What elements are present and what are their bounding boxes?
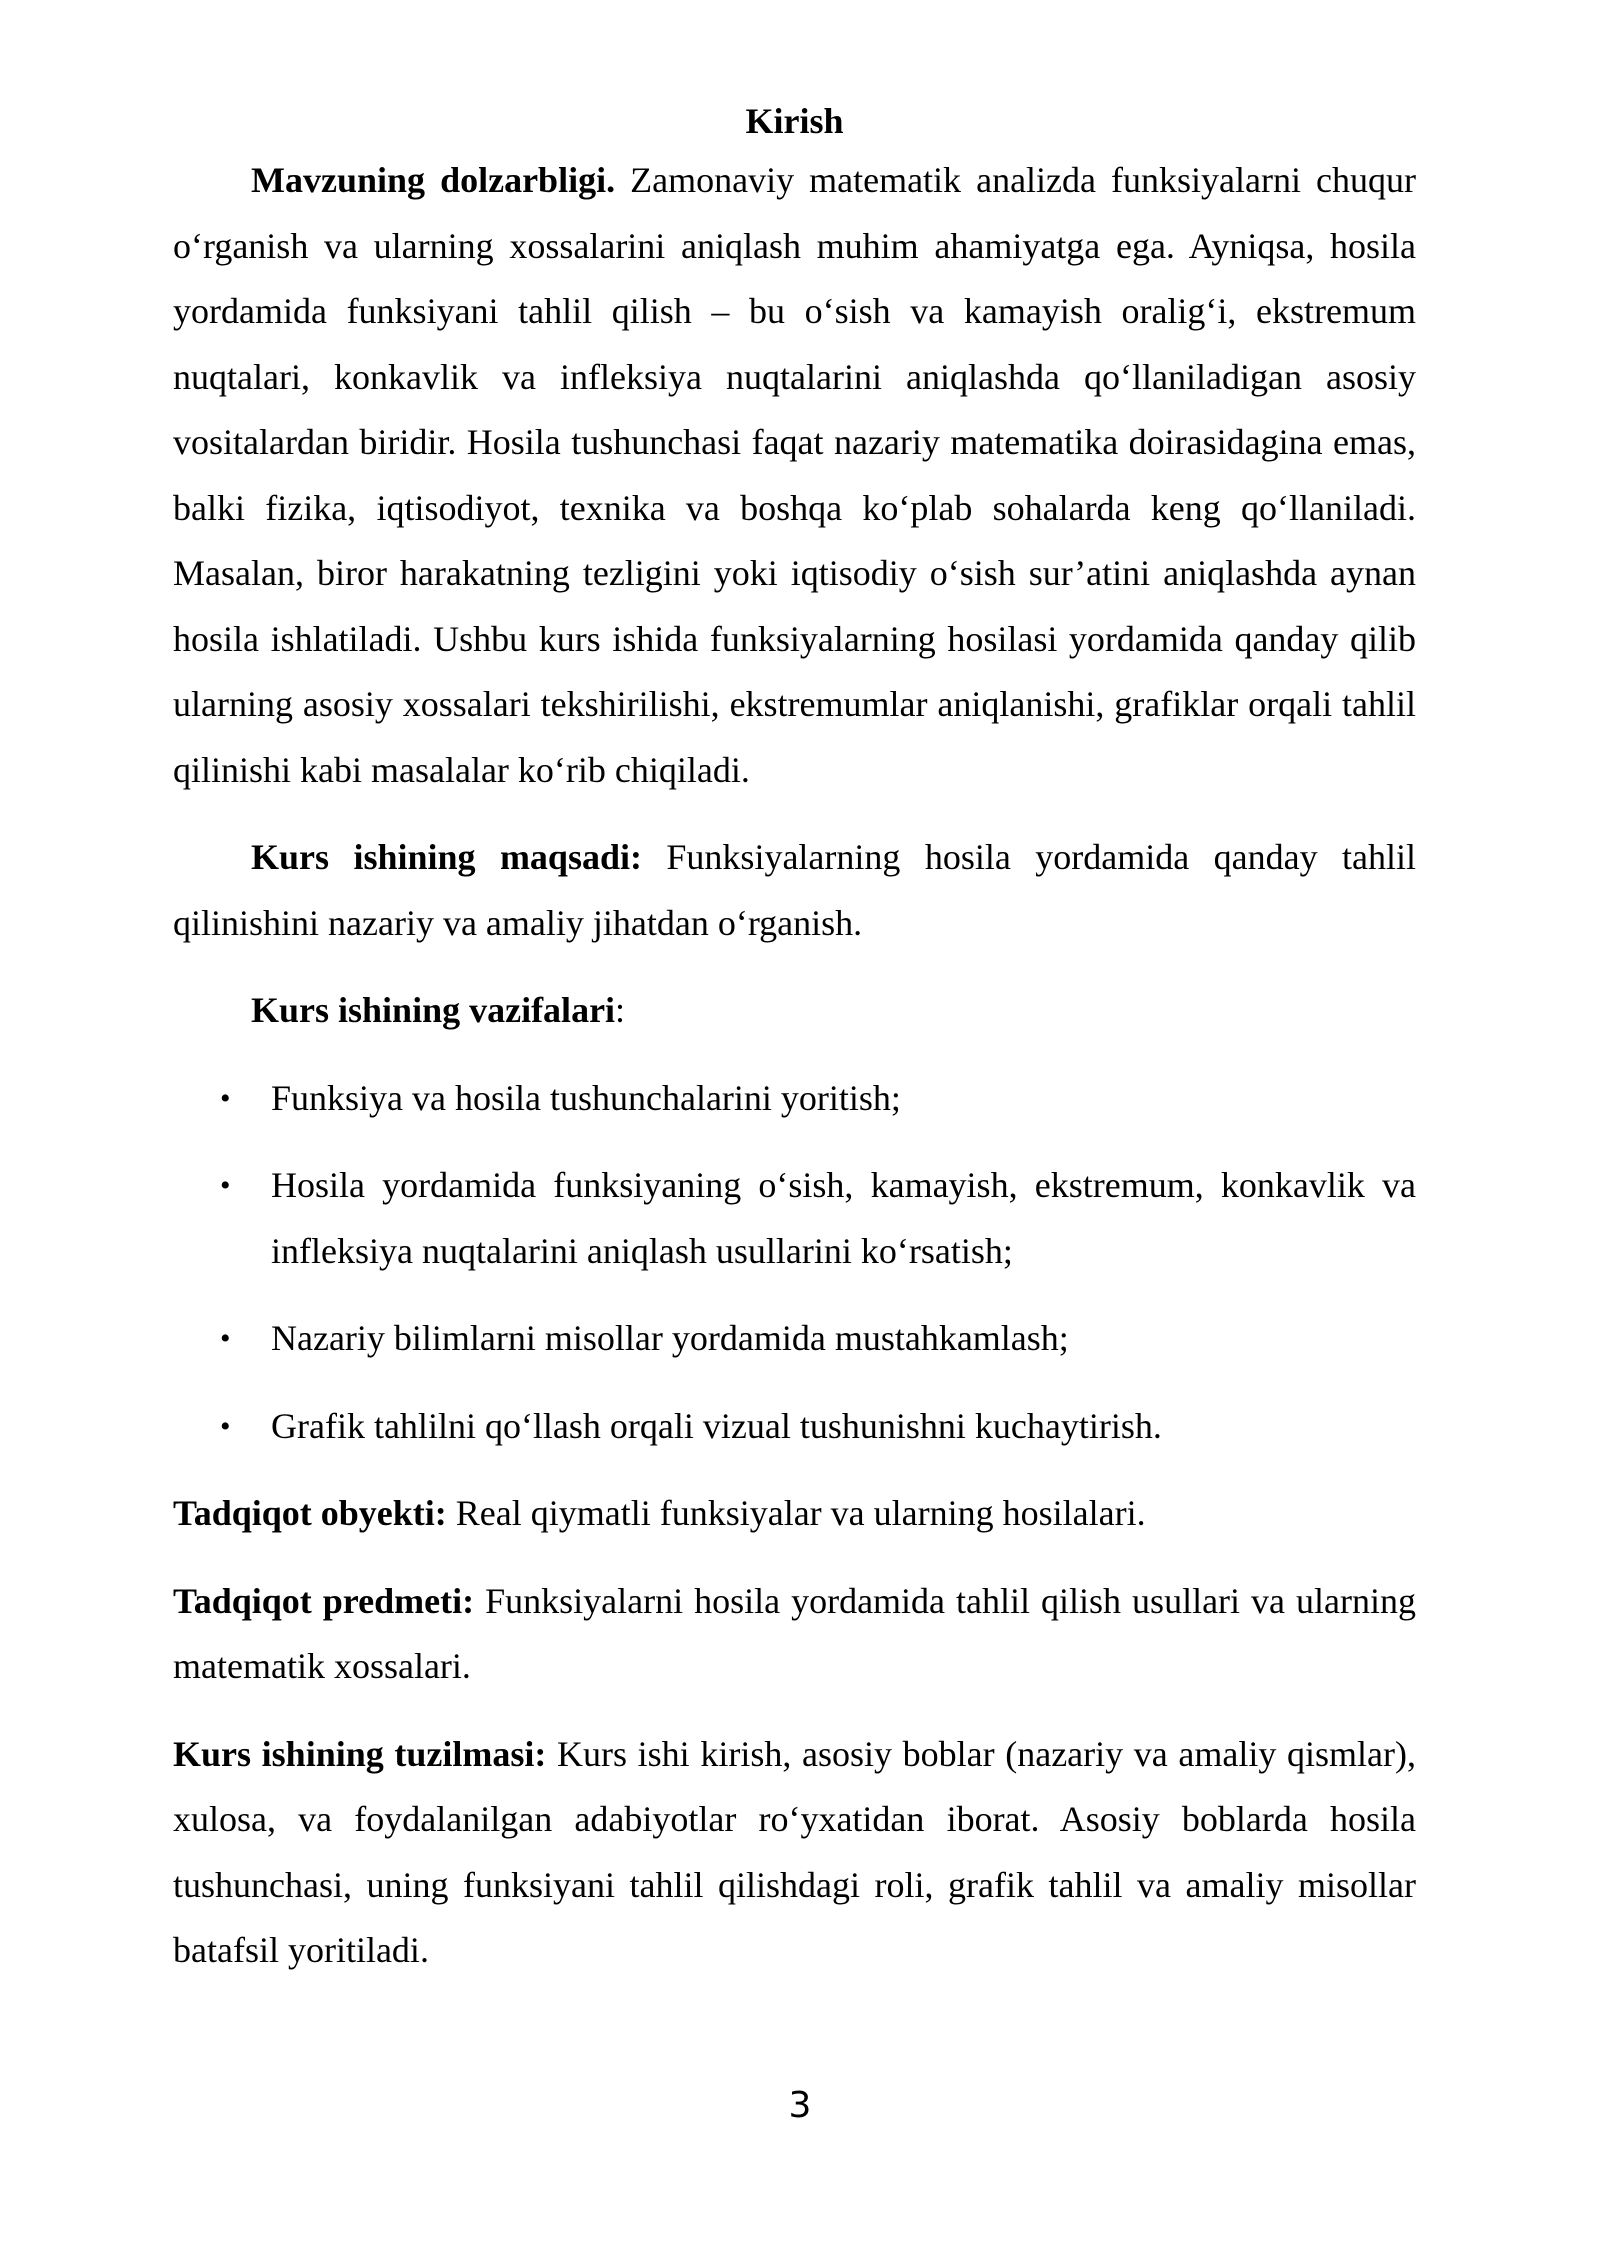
list-item bbox=[173, 1066, 1416, 1132]
list-item-text: Funksiya va hosila tushunchalarini yoritish; bbox=[271, 1077, 901, 1118]
object-text: Real qiymatli funksiyalar va ularning hosilalari. bbox=[446, 1493, 1146, 1533]
page-content bbox=[173, 92, 1416, 1984]
goal-paragraph bbox=[173, 825, 1416, 956]
tasks-label-suffix: : bbox=[615, 990, 626, 1030]
goal-label: Kurs ishining maqsadi: bbox=[251, 837, 642, 877]
relevance-text: Zamonaviy matematik analizda funksiyalarni chuqur o‘rganish va ularning xossalarini aniqlash muhim ahamiyatga ega. Ayniqsa, hosila yordamida funksiyani tahlil qilish – bu o‘sish va kamayish oralig‘i, ekstremum nuqtalari, konkavlik va infleksiya nuqtalarini aniqlashda qo‘llaniladigan asosiy vositalardan biridir. Hosila tushunchasi faqat nazariy matematika doirasidagina emas, balki fizika, iqtisodiyot, texnika va boshqa ko‘plab sohalarda keng qo‘llaniladi. Masalan, biror harakatning tezligini yoki iqtisodiy o‘sish sur’atini aniqlashda aynan hosila ishlatiladi. Ushbu kurs ishida funksiyalarning hosilasi yordamida qanday qilib ularning asosiy xossalari tekshirilishi, ekstremumlar aniqlanishi, grafiklar orqali tahlil qilinishi kabi masalalar ko‘rib chiqiladi. bbox=[173, 160, 1417, 790]
list-item-text: Grafik tahlilni qo‘llash orqali vizual tushunishni kuchaytirish. bbox=[271, 1405, 1162, 1446]
bullet-icon: • bbox=[220, 1169, 231, 1202]
subject-label: Tadqiqot predmeti: bbox=[173, 1580, 475, 1621]
list-item bbox=[173, 1153, 1416, 1284]
object-paragraph bbox=[173, 1481, 1416, 1547]
list-item bbox=[173, 1394, 1416, 1460]
subject-paragraph bbox=[173, 1569, 1416, 1700]
subject-text: Funksiyalarni hosila yordamida tahlil qilish usullari va ularning matematik xossalari. bbox=[173, 1580, 1417, 1686]
list-item-text: Nazariy bilimlarni misollar yordamida mustahkamlash; bbox=[271, 1318, 1069, 1358]
tasks-label: Kurs ishining vazifalari bbox=[251, 990, 616, 1030]
bullet-icon: • bbox=[220, 1322, 231, 1355]
structure-text: Kurs ishi kirish, asosiy boblar (nazariy va amaliy qismlar), xulosa, va foydalanilgan adabiyotlar ro‘yxatidan iborat. Asosiy boblarda hosila tushunchasi, uning funksiyani tahlil qilishdagi roli, grafik tahlil va amaliy misollar batafsil yoritiladi. bbox=[173, 1733, 1416, 1970]
object-label: Tadqiqot obyekti: bbox=[173, 1493, 447, 1533]
tasks-list bbox=[173, 1066, 1416, 1460]
relevance-label: Mavzuning dolzarbligi. bbox=[251, 160, 616, 200]
structure-label: Kurs ishining tuzilmasi: bbox=[173, 1733, 547, 1774]
tasks-heading bbox=[173, 978, 1416, 1044]
list-item-text: Hosila yordamida funksiyaning o‘sish, kamayish, ekstremum, konkavlik va infleksiya nuqtalarini aniqlash usullarini ko‘rsatish; bbox=[271, 1165, 1416, 1271]
bullet-icon: • bbox=[220, 1081, 231, 1115]
section-title: Kirish bbox=[745, 101, 844, 141]
structure-paragraph bbox=[173, 1722, 1416, 1984]
page-number: 3 bbox=[788, 2085, 812, 2126]
goal-text: Funksiyalarning hosila yordamida qanday tahlil qilinishini nazariy va amaliy jihatdan o‘rganish. bbox=[173, 837, 1416, 943]
relevance-paragraph bbox=[173, 148, 1416, 803]
bullet-icon: • bbox=[220, 1409, 231, 1443]
list-item bbox=[173, 1306, 1416, 1372]
